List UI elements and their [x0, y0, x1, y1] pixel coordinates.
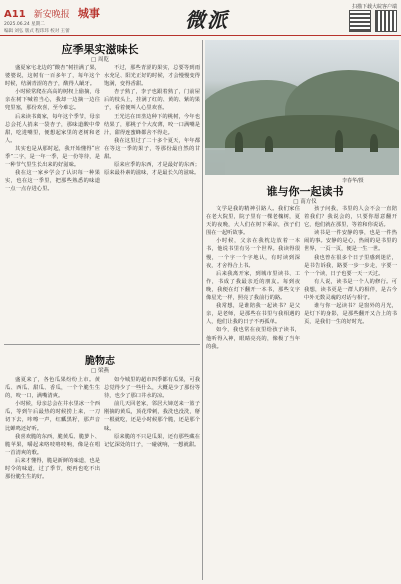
article-title: 应季果实滋味长 [61, 43, 139, 56]
paragraph: 小时候常爬在高高的树杈上偷摘，母亲在树下喊着当心，我却一边摘一边往兜里塞，那份欢喜，至今难忘。 [5, 89, 100, 112]
article-byline: □ 南方仪 [293, 199, 317, 205]
paper-name: 新安晚报 [33, 10, 70, 20]
paragraph: 如今，我也常在夜里给孩子读书，他听得入神，眼睛亮亮的，像极了当年的我。 [206, 327, 300, 350]
article-title: 脆物志 [85, 356, 115, 367]
paragraph: 后来读书离家，每年这个季节，母亲总会托人捎来一袋杏子，那味道酸中带甜，吃进嘴里，便想起家里的老树和老人。 [5, 113, 100, 144]
paragraph: 有人说，读书是一个人的修行。可我想，读书更是一群人的相伴，是古今中外无数灵魂的对话与相守。 [304, 278, 397, 302]
article-column [5, 64, 100, 339]
paragraph: 不过，那些青涩的果实，总要等到雨水充足、阳光正好的时候，才会慢慢变得饱满，变得香甜。 [104, 65, 200, 88]
paragraph: 我也曾在很多个日子里感到迷茫，是书告诉我，路要一步一步走，字要一个一个读，日子也要一天一天过。 [304, 254, 397, 277]
article-column [206, 205, 300, 580]
paragraph: 后来我离开家，到城市里读书、工作，书成了我最亲近的朋友。每到夜晚，我便在灯下翻开一本书，那些文字像星光一样，照亮了我前行的路。 [206, 270, 300, 302]
paragraph: 盛夏来了，各色瓜果纷纷上市。黄瓜、西瓜、甜瓜、香瓜，一个个脆生生的，咬一口，满嘴清爽。 [5, 377, 100, 400]
paragraph: 文学是我的精神引路人。我们家住在老大院里，院子里有一棵老槐树，夏天的夜晚，大人们在树下乘凉，孩子们围在一起听故事。 [206, 206, 300, 237]
paragraph: 孩子问我，书里的人会不会一直陪着我们？我说会的，只要你愿意翻开它，他们就在那里，等着和你说话。 [304, 206, 397, 229]
article-column [304, 205, 397, 580]
paragraph: 王光达在田垄边种下的桃树，今年也结果了，那桃子个大皮薄，咬一口满嘴是汁，甜得连蜜蜂都舍不得走。 [104, 113, 200, 136]
section-name: 城事 [77, 7, 100, 20]
column-divider [202, 40, 203, 580]
paragraph: 杏子熟了，李子也跟着熟了，门前屋后的枝头上，挂满了红的、黄的、紫的果子，看着便叫人心里欢喜。 [104, 89, 200, 112]
paragraph: 如今城里的超市四季都有瓜果，可我总觉得少了一些什么，大概是少了那份等待，也少了那口井水的凉。 [104, 377, 200, 400]
qr-area [265, 3, 397, 33]
paragraph: 小时候，母亲总会在井水里冰一个西瓜，等到午后最热的时候捞上来，一刀切下去，咔嚓一声，红瓤黑籽，那声音比蝉鸣还好听。 [5, 401, 100, 432]
editor-credits: 编辑 刘弘 版式 程玮玮 校对 王蕾 [4, 29, 70, 34]
paragraph: 读书是一件安静的事，也是一件热闹的事。安静的是心，热闹的是书里的世界，一页一页，便是一生一世。 [304, 230, 397, 253]
section-divider [4, 344, 200, 345]
paragraph: 盛夏家宅北边的“酸杏”树挂满了果，婆婆说，这树有一百多年了，每年这个时候，结满青涩的杏子，酸得人龇牙。 [5, 65, 100, 88]
photo-credit: 李春华/摄 [342, 178, 364, 184]
qr-code-icon[interactable] [349, 10, 371, 32]
article-title: 谁与你一起读书 [266, 185, 344, 198]
qr-code-icon[interactable] [375, 10, 397, 32]
page-number: A11 [4, 9, 26, 20]
article-column [104, 64, 200, 339]
paragraph: 我在这一家乡学会了认识每一种果实，也在这一季里，把那些熟悉的味道一点一点存进心里。 [5, 170, 100, 193]
paragraph: 我喜欢脆的东西，脆黄瓜、脆萝卜、脆苹果，嚼起来咯吱咯吱响，像是在唱一首清爽的歌。 [5, 433, 100, 456]
paragraph: 我在这里过了二十多个夏天，年年都在等这一季的果子，等那份最自然的甘甜。 [104, 137, 200, 161]
paragraph: 原来脆的不只是瓜果，还有那些藏在记忆深处的日子，一碰就响，一想就甜。 [104, 433, 200, 448]
paragraph: 谁与你一起读书？是窗外的月光，是灯下的身影，是那些翻开又合上的书页，是我们一生的好时光。 [304, 303, 397, 326]
masthead [4, 2, 154, 35]
paragraph: 我常想，是谁陪我一起读书？是父亲，是老师，是那些在书里与我相遇的人，他们让我的日子不再孤单。 [206, 303, 300, 326]
article-column [104, 376, 200, 580]
paragraph: 其实也是从那时起，我开始懂得“应季”二字，是一年一季，是一份等待，是一种节气里生长出来的好滋味。 [5, 145, 100, 169]
page-header [0, 0, 401, 36]
paragraph: 小时候，父亲在我枕边放着一本书，他说书里有另一个世界。我读得很慢，一个字一个字地认，有时读到深夜，才舍得合上书。 [206, 238, 300, 269]
column-title: 微派 [185, 8, 229, 32]
article-column [5, 376, 100, 580]
paragraph: 后来才懂得，脆是新鲜的味道，也是时令的味道，过了季节，便再也吃不出那份脆生生的好。 [5, 457, 100, 481]
landscape-photo [205, 40, 399, 175]
paragraph: 前几天回老家，邻居大婶送来一篮子刚摘的黄瓜，顶花带刺，我洗也没洗，掰一根就吃，还是小时候那个脆，还是那个味。 [104, 401, 200, 432]
article-byline: □ 梁燕 [91, 368, 109, 374]
article-byline: □ 周乾 [91, 57, 109, 63]
qr-caption: 扫描下载大皖客户端 [351, 4, 397, 10]
issue-date: 2025.06.24 星期二 [4, 22, 45, 27]
paragraph: 原来应季的东西，才是最好的东西；原来最朴素的滋味，才是最长久的滋味。 [104, 162, 200, 177]
